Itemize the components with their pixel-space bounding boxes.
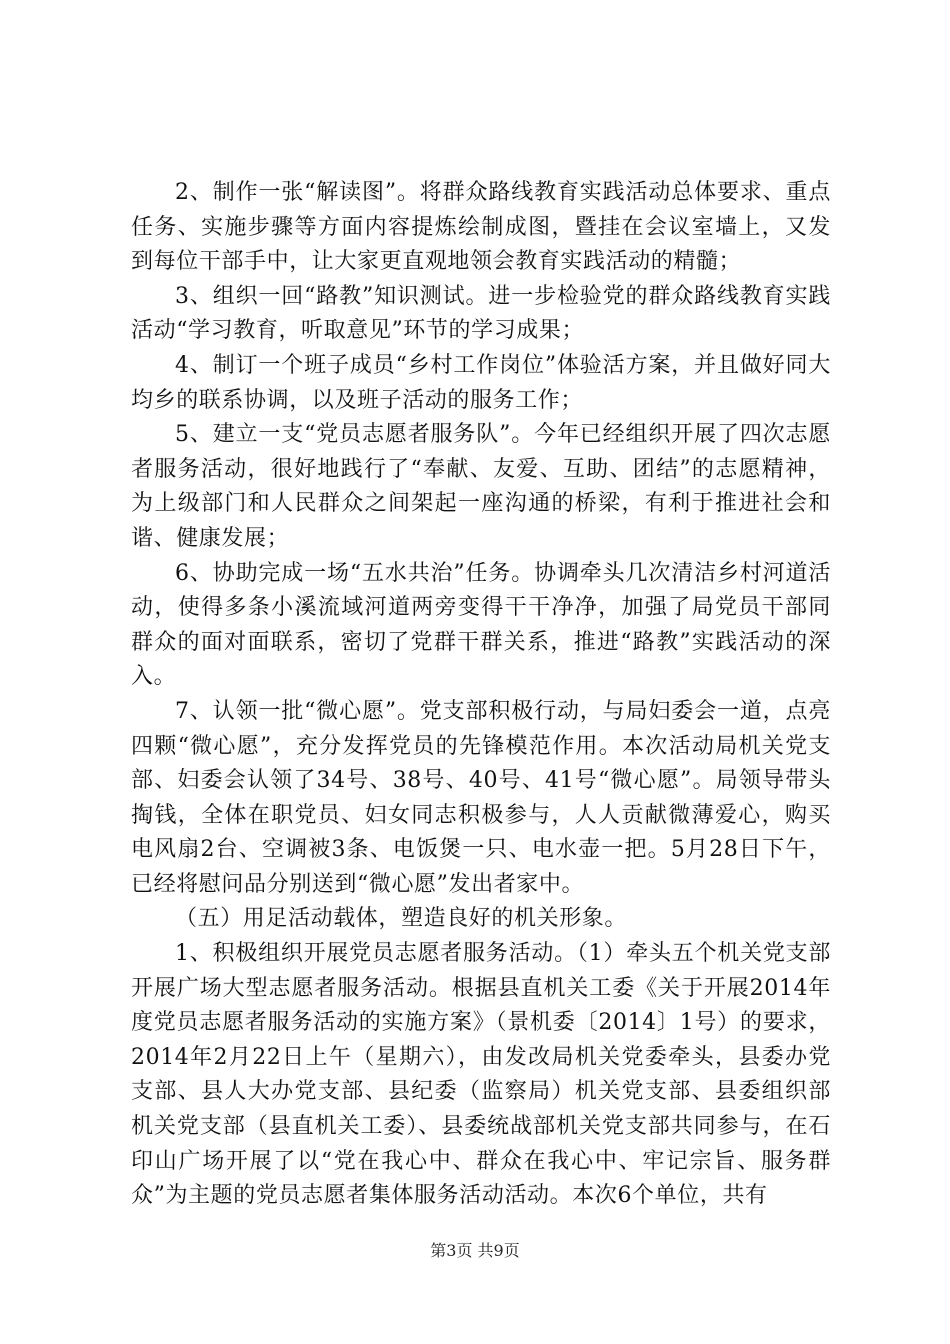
page-number-footer: 第3页 共9页 bbox=[430, 1241, 520, 1260]
paragraph-item-4: 4、制订一个班子成员“乡村工作岗位”体验活方案，并且做好同大均乡的联系协调，以及班子活动的服务工作； bbox=[131, 352, 831, 413]
paragraph-item-6: 6、协助完成一场“五水共治”任务。协调牵头几次清洁乡村河道活动，使得多条小溪流域河道两旁变得干干净净，加强了局党员干部同群众的面对面联系，密切了党群干群关系，推进“路教”实践活动的深入。 bbox=[131, 560, 831, 690]
section-heading-five: （五）用足活动载体，塑造良好的机关形象。 bbox=[175, 906, 628, 932]
document-body bbox=[131, 176, 831, 1214]
paragraph-item-3: 3、组织一回“路教”知识测试。进一步检验党的群众路线教育实践活动“学习教育，听取意见”环节的学习成果； bbox=[131, 283, 831, 344]
paragraph-item-5: 5、建立一支“党员志愿者服务队”。今年已经组织开展了四次志愿者服务活动，很好地践行了“奉献、友爱、互助、团结”的志愿精神，为上级部门和人民群众之间架起一座沟通的桥梁，有利于推进社会和谐、健康发展； bbox=[131, 422, 831, 551]
paragraph-item-7: 7、认领一批“微心愿”。党支部积极行动，与局妇委会一道，点亮四颗“微心愿”，充分发挥党员的先锋模范作用。本次活动局机关党支部、妇委会认领了34号、38号、40号、41号“微心愿”。局领导带头掏钱，全体在职党员、妇女同志积极参与，人人贡献微薄爱心，购买电风扇2台、空调被3条、电饭煲一只、电水壶一把。5月28日下午，已经将慰问品分别送到“微心愿”发出者家中。 bbox=[131, 698, 831, 897]
paragraph-item-2: 2、制作一张“解读图”。将群众路线教育实践活动总体要求、重点任务、实施步骤等方面内容提炼绘制成图，暨挂在会议室墙上，又发到每位干部手中，让大家更直观地领会教育实践活动的精髓； bbox=[131, 180, 831, 275]
paragraph-volunteer-activity: 1、积极组织开展党员志愿者服务活动。（1）牵头五个机关党支部开展广场大型志愿者服务活动。根据县直机关工委《关于开展2014年度党员志愿者服务活动的实施方案》（景机委〔2014〕1号）的要求，2014年2月22日上午（星期六），由发改局机关党委牵头，县委办党支部、县人大办党支部、县纪委（监察局）机关党支部、县委组织部机关党支部（县直机关工委）、县委统战部机关党支部共同参与，在石印山广场开展了以“党在我心中、群众在我心中、牢记宗旨、服务群众”为主题的党员志愿者集体服务活动活动。本次6个单位，共有 bbox=[131, 941, 831, 1209]
